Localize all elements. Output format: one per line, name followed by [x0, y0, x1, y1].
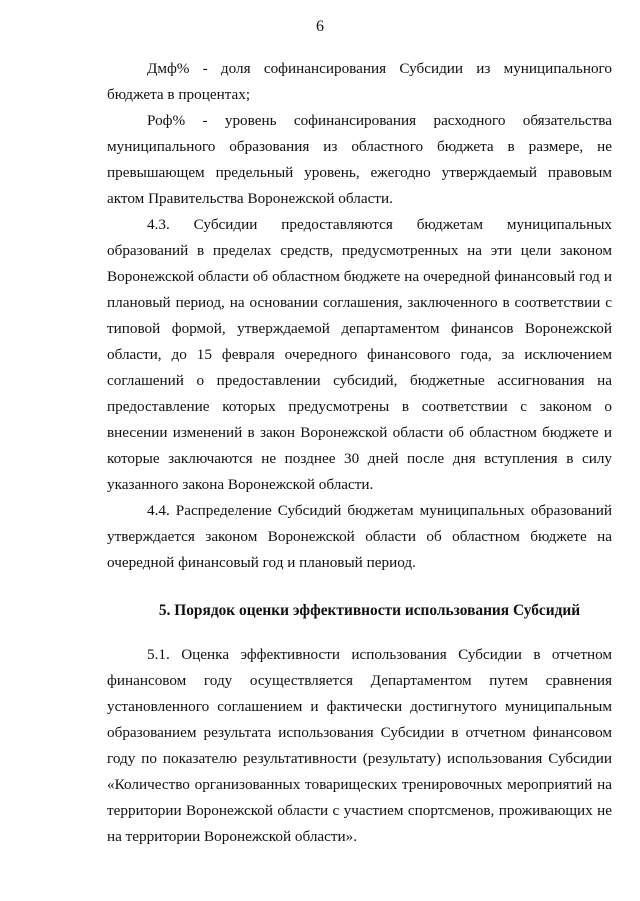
paragraph-5-1: 5.1. Оценка эффективности использования Субсидии в отчетном финансовом году осуществляется Департаментом путем сравнения установленного соглашением и фактически достигнутого муниципальным образованием результата использования Субсидии в отчетном финансовом году по показателю результативности (результату) использования Субсидии «Количество организованных товарищеских тренировочных мероприятий на территории Воронежской области с участием спортсменов, проживающих не на территории Воронежской области».: [107, 646, 612, 845]
section-heading: 5. Порядок оценки эффективности использования Субсидий: [158, 602, 581, 619]
paragraph-dmf: Дмф% - доля софинансирования Субсидии из муниципального бюджета в процентах;: [107, 60, 612, 103]
paragraph-4-4: 4.4. Распределение Субсидий бюджетам муниципальных образований утверждается законом Воронежской области об областном бюджете на очередной финансовый год и плановый период.: [107, 502, 612, 571]
page-number: 6: [316, 18, 324, 35]
paragraph-4-3: 4.3. Субсидии предоставляются бюджетам муниципальных образований в пределах средств, предусмотренных на эти цели законом Воронежской области об областном бюджете на очередной финансовый год и плановый период, на основании соглашения, заключенного в соответствии с типовой формой, утверждаемой департаментом финансов Воронежской области, до 15 февраля очередного финансового года, за исключением соглашений о предоставлении субсидий, бюджетные ассигнования на предоставление которых предусмотрены в соответствии с законом о внесении изменений в закон Воронежской области об областном бюджете и которые заключаются не позднее 30 дней после дня вступления в силу указанного закона Воронежской области.: [107, 216, 612, 493]
document-body: [107, 56, 612, 850]
paragraph-rof: Роф% - уровень софинансирования расходного обязательства муниципального образования из областного бюджета в размере, не превышающем предельный уровень, ежегодно утверждаемый правовым актом Правительства Воронежской области.: [107, 112, 612, 207]
